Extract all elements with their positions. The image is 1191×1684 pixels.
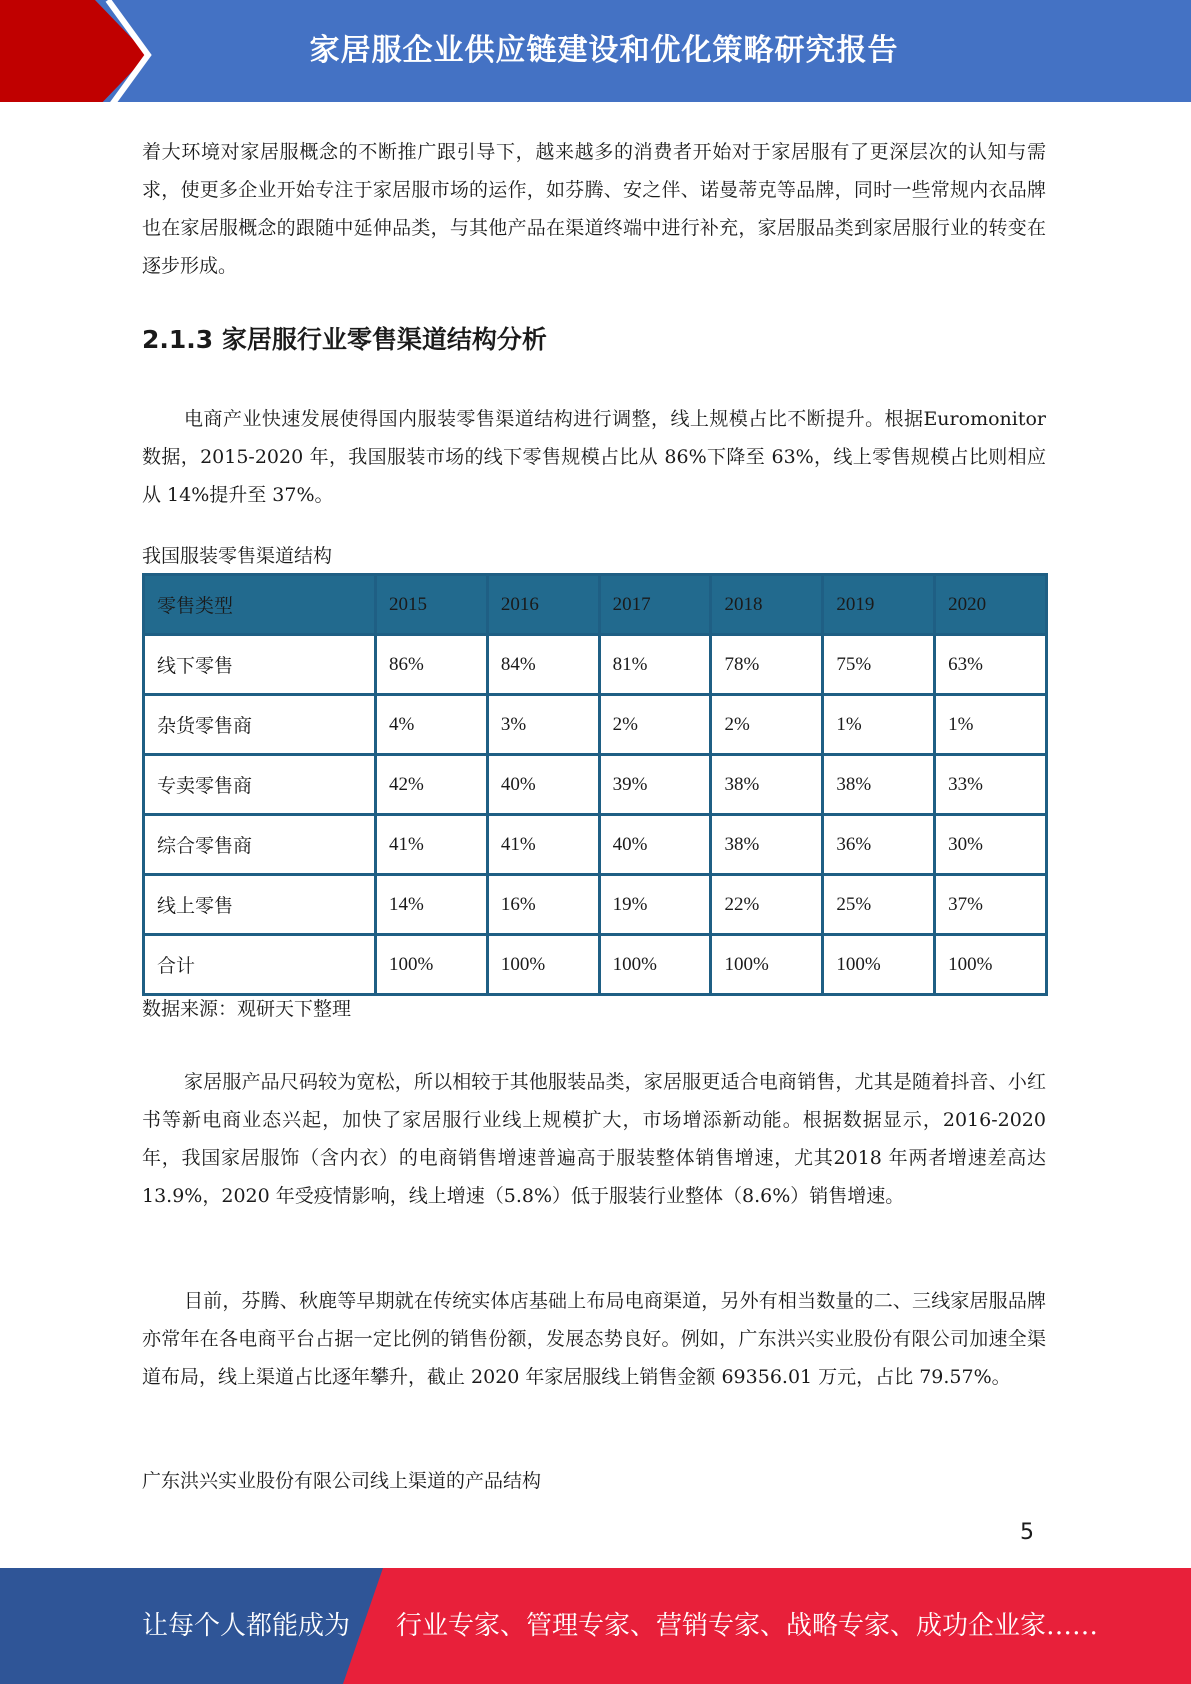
table-cell: 36% xyxy=(823,815,935,875)
footer-slogan-right: 行业专家、管理专家、营销专家、战略专家、成功企业家…… xyxy=(396,1611,1099,1641)
table-header-cell: 2018 xyxy=(711,575,823,635)
table-row xyxy=(144,875,1047,935)
table-cell: 100% xyxy=(599,935,711,995)
table-cell: 81% xyxy=(599,635,711,695)
table-cell: 1% xyxy=(935,695,1047,755)
table-cell: 39% xyxy=(599,755,711,815)
table-cell: 22% xyxy=(711,875,823,935)
table-header-cell: 2016 xyxy=(487,575,599,635)
table-cell: 2% xyxy=(599,695,711,755)
table-cell: 合计 xyxy=(144,935,376,995)
table-row xyxy=(144,815,1047,875)
table-header-cell: 2020 xyxy=(935,575,1047,635)
table-cell: 杂货零售商 xyxy=(144,695,376,755)
table-cell: 100% xyxy=(376,935,488,995)
table-cell: 线上零售 xyxy=(144,875,376,935)
table-cell: 84% xyxy=(487,635,599,695)
footer-slogan-left: 让每个人都能成为 xyxy=(142,1611,351,1641)
table-source-note: 数据来源：观研天下整理 xyxy=(142,998,352,1020)
table-header-cell: 2019 xyxy=(823,575,935,635)
table-cell: 41% xyxy=(376,815,488,875)
section-heading: 2.1.3 家居服行业零售渠道结构分析 xyxy=(142,325,547,354)
table-cell: 40% xyxy=(487,755,599,815)
table-row xyxy=(144,635,1047,695)
retail-channel-table xyxy=(142,573,1048,996)
table-cell: 线下零售 xyxy=(144,635,376,695)
page-footer xyxy=(0,1568,1191,1684)
ecommerce-paragraph: 家居服产品尺码较为宽松，所以相较于其他服装品类，家居服更适合电商销售，尤其是随着抖音、小红书等新电商业态兴起，加快了家居服行业线上规模扩大，市场增添新动能。根据数据显示，2016-2020 年，我国家居服饰（含内衣）的电商销售增速普遍高于服装整体销售增速，尤其2018 年两者增速差高达 13.9%，2020 年受疫情影响，线上增速（5.8%）低于服装行业整体（8.6%）销售增速。 xyxy=(142,1071,1046,1207)
table-cell: 40% xyxy=(599,815,711,875)
table-header-cell: 2015 xyxy=(376,575,488,635)
table-cell: 100% xyxy=(711,935,823,995)
report-title: 家居服企业供应链建设和优化策略研究报告 xyxy=(309,33,899,68)
table-cell: 专卖零售商 xyxy=(144,755,376,815)
table-header-row xyxy=(144,575,1047,635)
table-cell: 25% xyxy=(823,875,935,935)
figure-caption: 广东洪兴实业股份有限公司线上渠道的产品结构 xyxy=(142,1470,542,1492)
table-cell: 2% xyxy=(711,695,823,755)
table-cell: 37% xyxy=(935,875,1047,935)
table-header-cell: 2017 xyxy=(599,575,711,635)
table-cell: 1% xyxy=(823,695,935,755)
table-cell: 38% xyxy=(823,755,935,815)
page-number: 5 xyxy=(1020,1520,1034,1545)
table-cell: 16% xyxy=(487,875,599,935)
table-cell: 78% xyxy=(711,635,823,695)
table-cell: 3% xyxy=(487,695,599,755)
table-cell: 86% xyxy=(376,635,488,695)
table-cell: 19% xyxy=(599,875,711,935)
table-cell: 14% xyxy=(376,875,488,935)
table-cell: 38% xyxy=(711,755,823,815)
channel-paragraph: 电商产业快速发展使得国内服装零售渠道结构进行调整，线上规模占比不断提升。根据Euromonitor 数据，2015-2020 年，我国服装市场的线下零售规模占比从 86%下降至 63%，线上零售规模占比则相应从 14%提升至 37%。 xyxy=(142,408,1046,506)
table-header-cell: 零售类型 xyxy=(144,575,376,635)
table-cell: 75% xyxy=(823,635,935,695)
table-cell: 30% xyxy=(935,815,1047,875)
table-cell: 38% xyxy=(711,815,823,875)
table-cell: 42% xyxy=(376,755,488,815)
page-header xyxy=(0,0,1191,110)
table-cell: 100% xyxy=(935,935,1047,995)
table-cell: 综合零售商 xyxy=(144,815,376,875)
table-cell: 33% xyxy=(935,755,1047,815)
table-row xyxy=(144,695,1047,755)
table-row xyxy=(144,935,1047,995)
table-cell: 41% xyxy=(487,815,599,875)
intro-paragraph: 着大环境对家居服概念的不断推广跟引导下，越来越多的消费者开始对于家居服有了更深层次的认知与需求，使更多企业开始专注于家居服市场的运作，如芬腾、安之伴、诺曼蒂克等品牌，同时一些常规内衣品牌也在家居服概念的跟随中延伸品类，与其他产品在渠道终端中进行补充，家居服品类到家居服行业的转变在逐步形成。 xyxy=(142,141,1046,277)
table-cell: 100% xyxy=(823,935,935,995)
table-cell: 100% xyxy=(487,935,599,995)
table-caption: 我国服装零售渠道结构 xyxy=(142,545,333,567)
table-cell: 4% xyxy=(376,695,488,755)
table-cell: 63% xyxy=(935,635,1047,695)
table-row xyxy=(144,755,1047,815)
brands-paragraph: 目前，芬腾、秋鹿等早期就在传统实体店基础上布局电商渠道，另外有相当数量的二、三线家居服品牌亦常年在各电商平台占据一定比例的销售份额，发展态势良好。例如，广东洪兴实业股份有限公司加速全渠道布局，线上渠道占比逐年攀升，截止 2020 年家居服线上销售金额 69356.01 万元，占比 79.57%。 xyxy=(142,1290,1046,1388)
